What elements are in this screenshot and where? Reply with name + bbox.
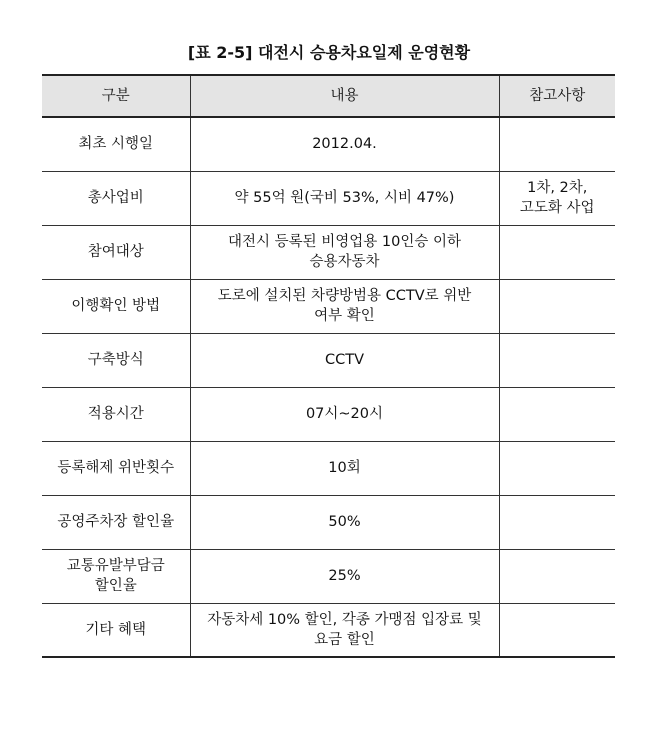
row-note [499, 441, 615, 495]
row-note [499, 225, 615, 279]
row-label-text: 적용시간 [87, 406, 144, 422]
row-note [499, 549, 615, 603]
table-row [42, 171, 615, 225]
header-category: 구분 [42, 75, 190, 117]
row-content-text: 약 55억 원(국비 53%, 시비 47%) [234, 190, 455, 206]
row-content [190, 171, 499, 225]
table-row [42, 333, 615, 387]
operation-status-table [42, 74, 615, 658]
table-row [42, 549, 615, 603]
row-content [190, 333, 499, 387]
row-label-text: 참여대상 [87, 244, 144, 260]
table-header-row [42, 75, 615, 117]
row-label-text: 총사업비 [87, 190, 144, 206]
row-label-text: 기타 혜택 [85, 621, 147, 638]
row-content-text: 2012.04. [312, 136, 377, 153]
row-label [42, 495, 190, 549]
row-note [499, 279, 615, 333]
row-note [499, 117, 615, 171]
row-note [499, 333, 615, 387]
row-note [499, 495, 615, 549]
row-content-text: 10회 [328, 460, 361, 476]
table-row [42, 225, 615, 279]
row-label [42, 333, 190, 387]
row-label-text: 이행확인 방법 [71, 298, 161, 314]
row-content-text: 자동차세 10% 할인, 각종 가맹점 입장료 및 요금 할인 [207, 611, 482, 648]
row-label-text: 구축방식 [87, 352, 144, 368]
row-content [190, 495, 499, 549]
row-label [42, 603, 190, 657]
row-label-text: 교통유발부담금 할인율 [66, 558, 165, 594]
table-row [42, 387, 615, 441]
table-row [42, 279, 615, 333]
row-label [42, 441, 190, 495]
row-label [42, 171, 190, 225]
row-content-text: 50% [328, 514, 361, 530]
row-content-text: CCTV [324, 352, 365, 368]
row-content-text: 대전시 등록된 비영업용 10인승 이하 승용자동차 [228, 234, 461, 270]
row-label [42, 279, 190, 333]
row-label [42, 387, 190, 441]
table-row [42, 603, 615, 657]
row-content [190, 225, 499, 279]
row-label-text: 공영주차장 할인율 [57, 514, 175, 530]
row-note-text: 1차, 2차, 고도화 사업 [519, 180, 595, 216]
table-caption: [표 2-5] 대전시 승용차요일제 운영현황 [187, 43, 471, 62]
row-content [190, 387, 499, 441]
table-row [42, 495, 615, 549]
header-notes: 참고사항 [499, 75, 615, 117]
row-content-text: 25% [328, 568, 361, 584]
row-content [190, 441, 499, 495]
header-content: 내용 [190, 75, 499, 117]
row-label-text: 최초 시행일 [78, 136, 154, 153]
row-label [42, 117, 190, 171]
row-note [499, 171, 615, 225]
row-content [190, 549, 499, 603]
table-row [42, 441, 615, 495]
row-note [499, 387, 615, 441]
row-label [42, 225, 190, 279]
row-content [190, 603, 499, 657]
row-label-text: 등록해제 위반횟수 [57, 460, 175, 476]
row-content-text: 07시~20시 [305, 406, 384, 422]
row-content [190, 117, 499, 171]
table-row [42, 117, 615, 171]
row-label [42, 549, 190, 603]
row-content [190, 279, 499, 333]
row-note [499, 603, 615, 657]
row-content-text: 도로에 설치된 차량방범용 CCTV로 위반 여부 확인 [217, 288, 472, 324]
